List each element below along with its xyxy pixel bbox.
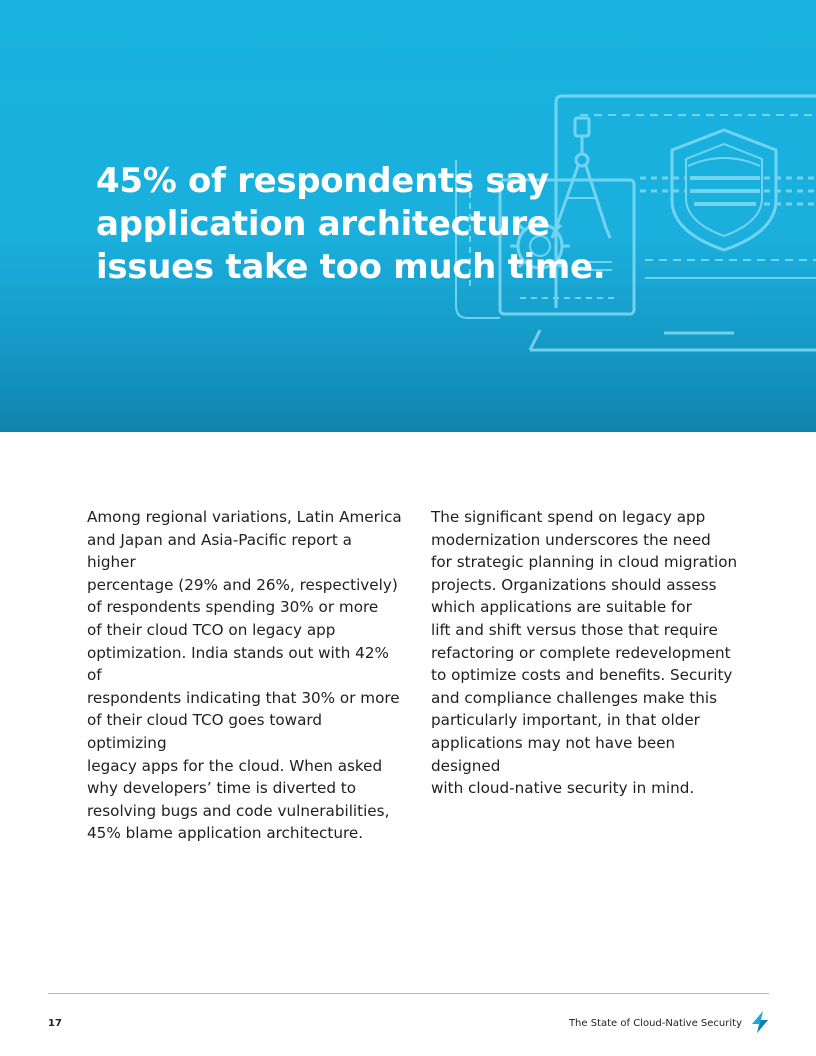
footer-divider [48, 993, 769, 994]
body-line: for strategic planning in cloud migration [431, 553, 738, 572]
headline-line: application architecture [96, 204, 550, 244]
body-line: lift and shift versus those that require [431, 620, 718, 639]
body-line: resolving bugs and code vulnerabilities, [87, 801, 390, 820]
headline-line: issues take too much time. [96, 247, 606, 287]
headline-line: 45% of respondents say [96, 161, 549, 201]
body-line: 45% blame application architecture. [87, 824, 364, 843]
body-line: modernization underscores the need [431, 530, 711, 549]
body-line: and compliance challenges make this [431, 688, 718, 707]
shield-icon [640, 130, 816, 250]
body-line: respondents indicating that 30% or more [87, 688, 400, 707]
body-line: why developers’ time is diverted to [87, 779, 357, 798]
body-line: refactoring or complete redevelopment [431, 643, 731, 662]
body-line: optimization. India stands out with 42% of [87, 643, 389, 685]
body-column-left [87, 506, 405, 845]
body-line: of their cloud TCO goes toward optimizing [87, 711, 323, 752]
page-number: 17 [48, 1018, 62, 1029]
hero-banner [0, 0, 816, 432]
body-line: which applications are suitable for [431, 598, 692, 617]
body-line: to optimize costs and benefits. Security [431, 666, 733, 685]
body-line: The significant spend on legacy app [431, 508, 706, 526]
brand-logo-icon [750, 1010, 770, 1034]
body-line: with cloud-native security in mind. [431, 779, 695, 798]
report-title: The State of Cloud-Native Security [568, 1018, 742, 1029]
body-line: particularly important, in that older [431, 711, 700, 730]
body-line: applications may not have been designed [431, 733, 676, 775]
body-line: projects. Organizations should assess [431, 575, 717, 594]
body-line: of their cloud TCO on legacy app [87, 620, 336, 639]
page-headline [96, 160, 616, 289]
body-line: percentage (29% and 26%, respectively) [87, 575, 398, 594]
body-line: and Japan and Asia-Pacific report a higher [87, 530, 352, 572]
body-line: of respondents spending 30% or more [87, 598, 379, 617]
body-column-right [431, 506, 749, 800]
body-line: Among regional variations, Latin America [87, 508, 402, 526]
body-line: legacy apps for the cloud. When asked [87, 756, 383, 775]
